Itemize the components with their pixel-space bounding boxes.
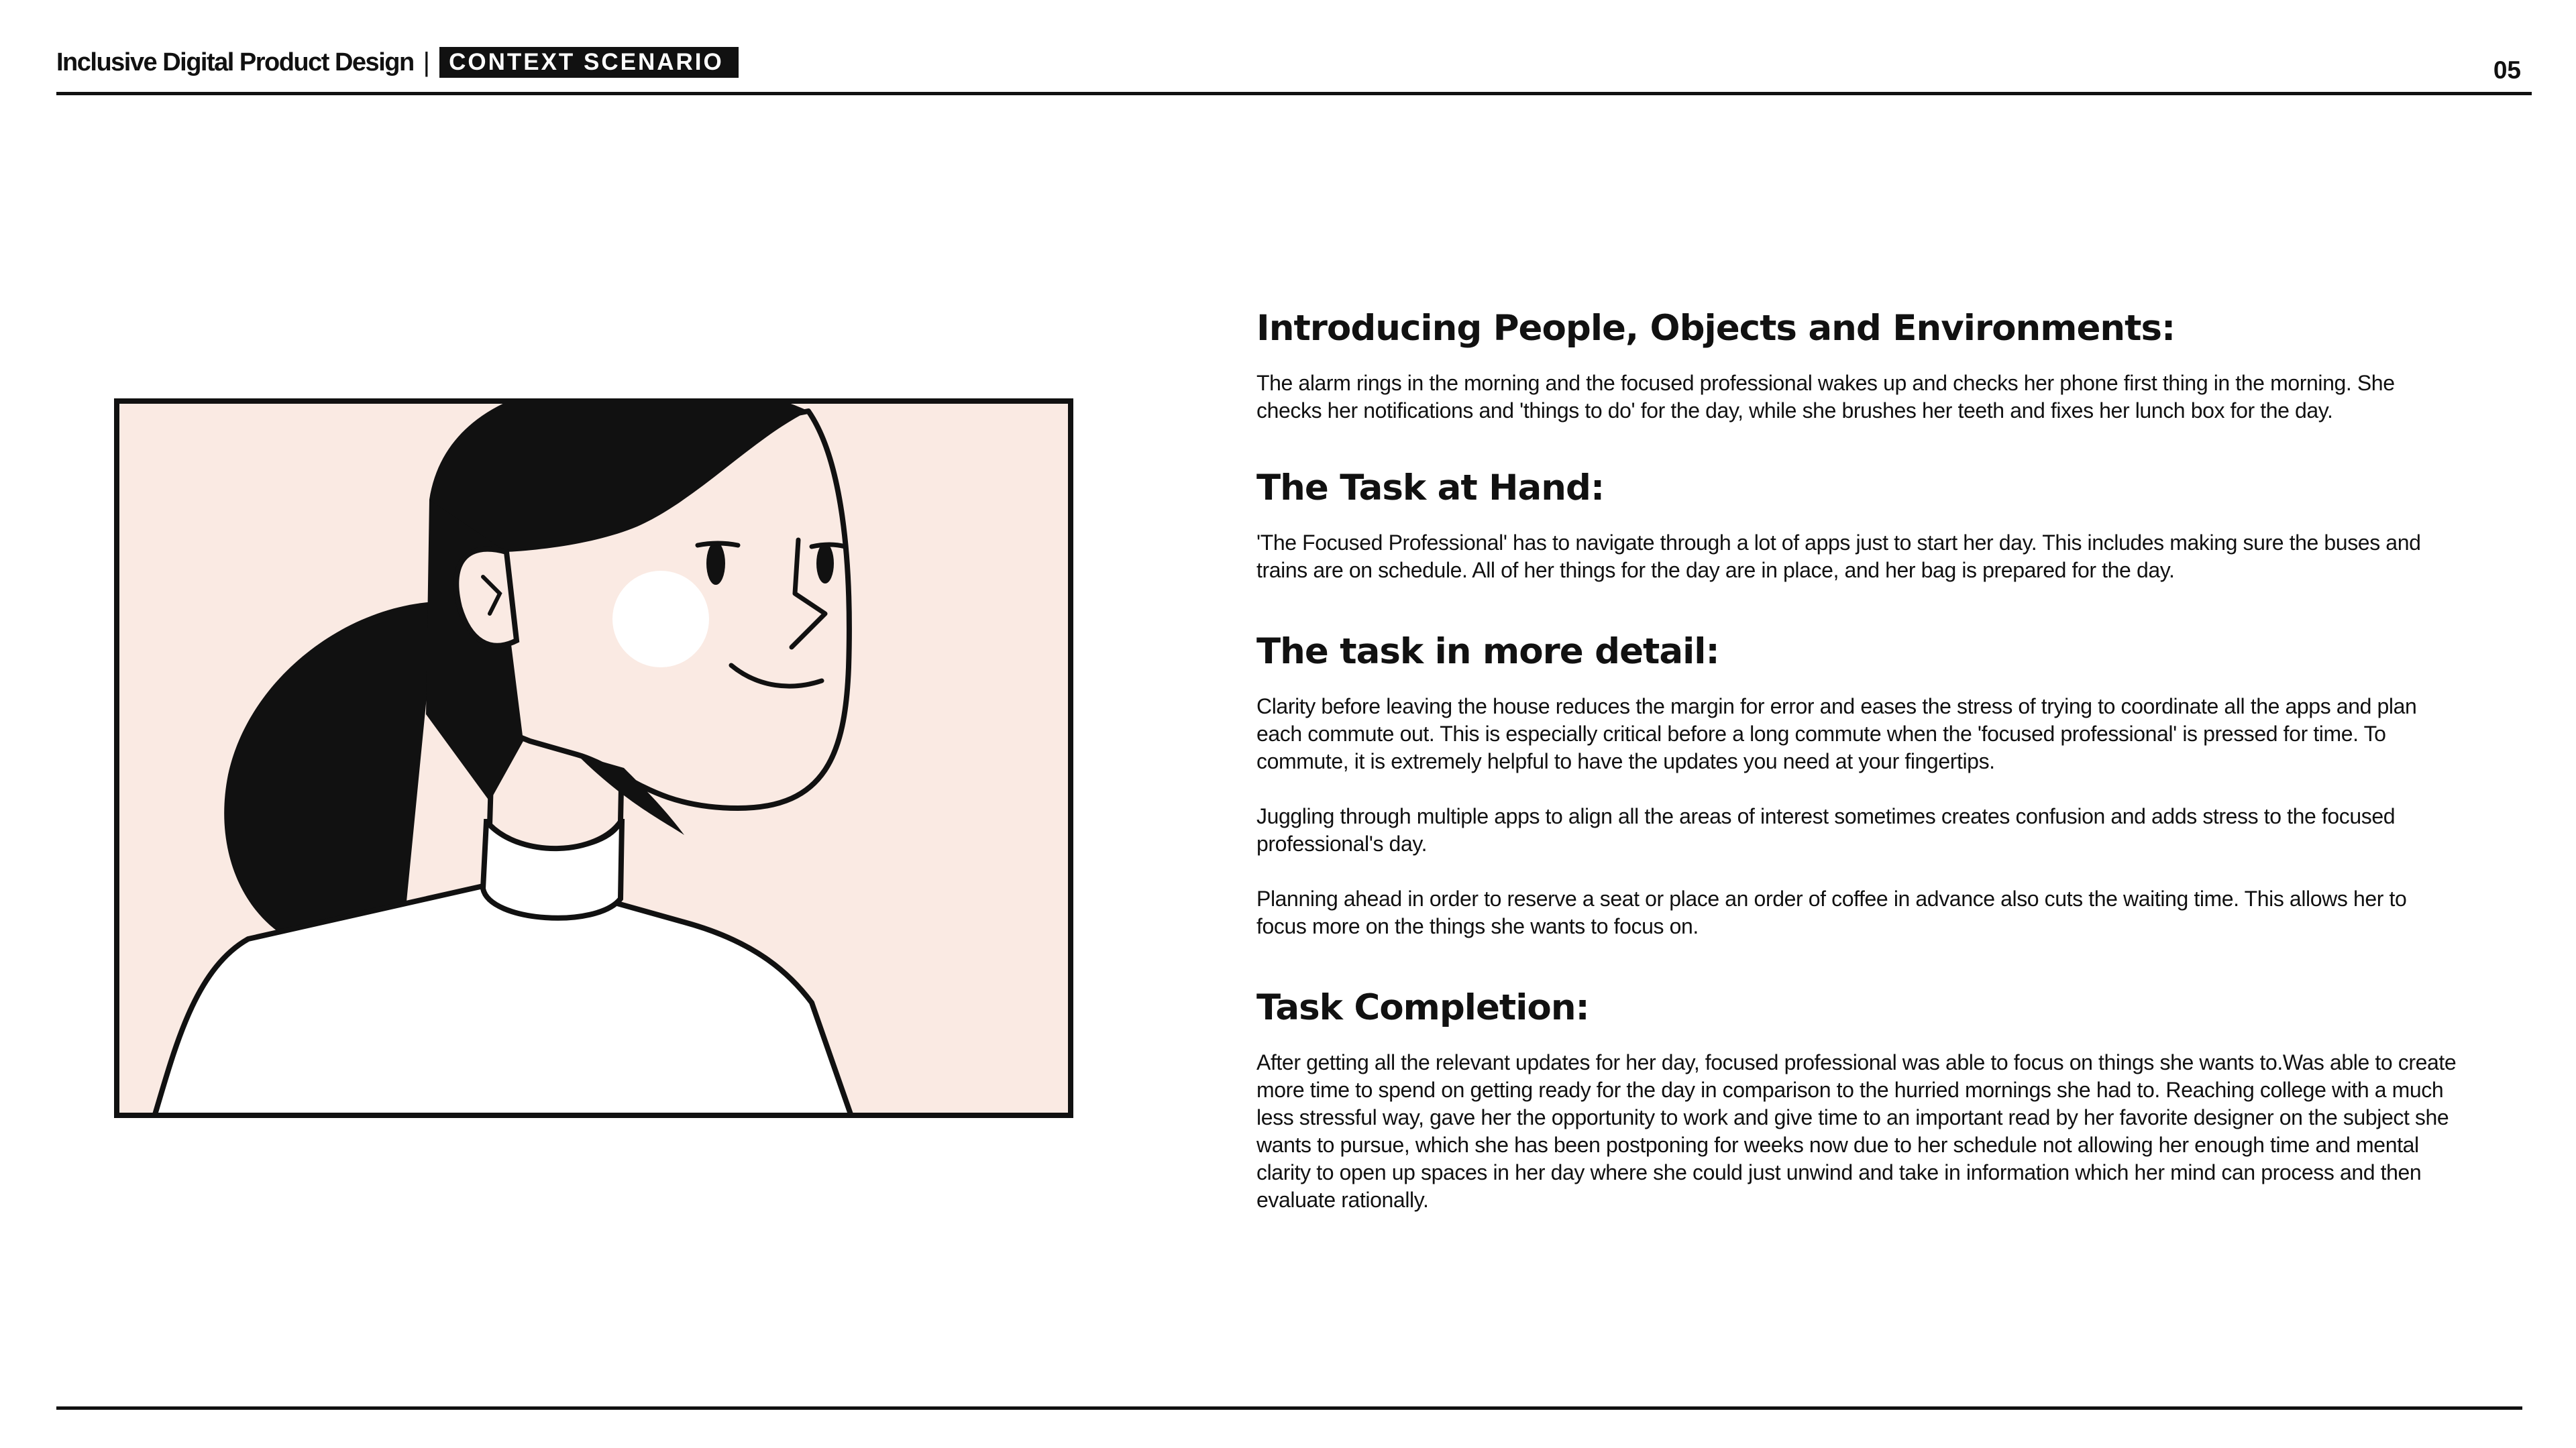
document-title: Inclusive Digital Product Design — [56, 48, 414, 76]
section-task-completion — [1256, 985, 2457, 1214]
left-eyebrow — [698, 543, 738, 545]
right-eye — [816, 543, 834, 583]
section-paragraph: The alarm rings in the morning and the focused professional wakes up and checks her phone first thing in the morning. She checks her notifications and 'things to do' for the day, while she brushes her teeth and fixes her lunch box for the day. — [1256, 371, 2395, 423]
section-heading: The Task at Hand: — [1256, 467, 1605, 508]
cheek — [612, 571, 709, 667]
section-paragraph: Clarity before leaving the house reduces the margin for error and eases the stress of trying to coordinate all the apps and plan each commute out. This is especially critical before a long commute when the 'focused professional' is pressed for time. To commute, it is extremely helpful to have the updates you need at your fingertips. — [1256, 694, 2417, 773]
section-task-detail — [1256, 628, 2457, 940]
section-heading: Task Completion: — [1256, 987, 1589, 1028]
woman-portrait-illustration — [114, 339, 1073, 1118]
section-paragraph: After getting all the relevant updates for her day, focused professional was able to focus on things she wants to.Was able to create more time to spend on getting ready for the day in comparison to the hurried mornings she had to. Reaching college with a much less stressful way, gave her the opportunity to work and give time to an important read by her favorite designer on the subject she wants to pursue, which she has been postponing for weeks now due to her schedule not allowing her enough time and mental clarity to open up spaces in her day where she could just unwind and take in information which her mind can process and then evaluate rationally. — [1256, 1050, 2457, 1212]
section-heading: The task in more detail: — [1256, 631, 1719, 672]
section-introduction — [1256, 305, 2457, 425]
right-eyebrow — [812, 545, 845, 547]
page-number: 05 — [2493, 56, 2521, 84]
section-heading: Introducing People, Objects and Environments: — [1256, 308, 2176, 349]
section-paragraph: Planning ahead in order to reserve a seat or place an order of coffee in advance also cuts the waiting time. This allows her to focus more on the things she wants to focus on. — [1256, 887, 2407, 938]
section-paragraph: Juggling through multiple apps to align all the areas of interest sometimes creates confusion and adds stress to the focused professional's day. — [1256, 804, 2396, 856]
header — [56, 46, 739, 79]
footer-divider — [56, 1406, 2522, 1410]
left-eye — [706, 542, 725, 585]
section-task-at-hand — [1256, 465, 2457, 584]
scenario-content — [1256, 305, 2457, 1214]
header-divider — [56, 92, 2532, 95]
title-separator: | — [423, 47, 431, 77]
section-badge: CONTEXT SCENARIO — [439, 47, 739, 78]
section-paragraph: 'The Focused Professional' has to navigate through a lot of apps just to start her day. This includes making sure the buses and trains are on schedule. All of her things for the day are in place, and her bag is prepared for the day. — [1256, 531, 2421, 582]
